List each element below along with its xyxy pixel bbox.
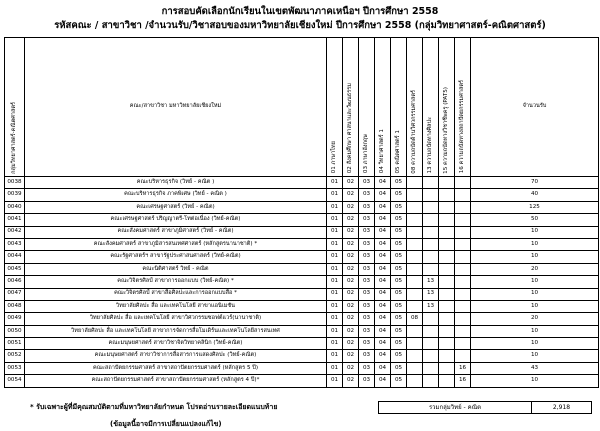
table-row	[5, 338, 599, 350]
subject-cell	[439, 238, 455, 250]
subject-cell: 05	[391, 313, 407, 325]
faculty-code: 0049	[5, 313, 25, 325]
faculty-code: 0045	[5, 263, 25, 275]
subject-cell	[407, 238, 423, 250]
subject-cell	[407, 263, 423, 275]
faculty-name: คณะวิจิตรศิลป์ สาขาการออกแบบ (วิทย์-คณิต) *	[25, 276, 327, 288]
subject-cell: 13	[423, 300, 439, 312]
subject-cell	[455, 263, 471, 275]
table-row	[5, 226, 599, 238]
table-row	[5, 276, 599, 288]
subject-cell: 05	[391, 263, 407, 275]
subject-cell: 01	[327, 288, 343, 300]
total-header: จำนวนรับ	[471, 38, 599, 177]
subject-header: 05 คณิตศาสตร์ 1	[391, 38, 407, 177]
subject-cell: 04	[375, 300, 391, 312]
subject-cell: 02	[343, 263, 359, 275]
subject-cell: 04	[375, 263, 391, 275]
subject-cell	[423, 214, 439, 226]
subject-cell	[407, 189, 423, 201]
subject-cell	[455, 177, 471, 189]
subject-cell: 02	[343, 276, 359, 288]
footer-note-change: (ข้อมูลนี้อาจมีการเปลี่ยนแปลงแก้ไข)	[110, 420, 222, 428]
subject-header: 03 ภาษาอังกฤษ	[359, 38, 375, 177]
subject-cell: 04	[375, 189, 391, 201]
subject-cell: 03	[359, 263, 375, 275]
subject-cell	[439, 251, 455, 263]
faculty-code: 0041	[5, 214, 25, 226]
faculty-code: 0039	[5, 189, 25, 201]
subject-cell: 02	[343, 362, 359, 374]
table-row	[5, 238, 599, 250]
faculty-name: คณะสังคมศาสตร์ สาขาภูมิศาสตร์ (วิทย์ - คณิต)	[25, 226, 327, 238]
subject-cell: 04	[375, 313, 391, 325]
subject-cell	[439, 325, 455, 337]
page-title: การสอบคัดเลือกนักเรียนในเขตพัฒนาภาคเหนือฯ ปีการศึกษา 2558	[161, 6, 439, 17]
quota-cell: 10	[471, 300, 599, 312]
faculty-name: วิทยาลัยศิลปะ สื่อ และเทคโนโลยี สาขาวิศวกรรมซอฟต์แวร์(นานาชาติ)	[25, 313, 327, 325]
subject-cell	[439, 201, 455, 213]
subject-cell: 05	[391, 375, 407, 387]
subject-cell: 03	[359, 201, 375, 213]
subject-cell: 01	[327, 214, 343, 226]
subject-header: 16 ความถนัดทางสถาปัตยกรรมศาสตร์	[455, 38, 471, 177]
table-row	[5, 325, 599, 337]
subject-cell	[423, 226, 439, 238]
subject-cell	[407, 362, 423, 374]
table-row	[5, 300, 599, 312]
subject-cell	[407, 177, 423, 189]
subject-cell: 02	[343, 350, 359, 362]
subject-cell: 04	[375, 375, 391, 387]
group-header: กลุ่มวิทยาศาสตร์-คณิตศาสตร์	[5, 38, 25, 177]
subject-cell	[407, 276, 423, 288]
subject-cell: 03	[359, 338, 375, 350]
subject-cell: 05	[391, 201, 407, 213]
subject-cell	[423, 313, 439, 325]
table-row	[5, 177, 599, 189]
quota-cell: 10	[471, 288, 599, 300]
subject-cell	[407, 300, 423, 312]
sum-value: 2,918	[552, 404, 571, 411]
subject-cell: 03	[359, 300, 375, 312]
subject-cell	[407, 226, 423, 238]
subject-cell: 05	[391, 177, 407, 189]
faculty-code: 0052	[5, 350, 25, 362]
subject-header: 04 วิทยาศาสตร์ 1	[375, 38, 391, 177]
subject-cell: 04	[375, 177, 391, 189]
subject-header: 08 ความถนัดด้านวิศวกรรมศาสตร์	[407, 38, 423, 177]
faculty-name: คณะนิติศาสตร์ วิทย์ - คณิต	[25, 263, 327, 275]
subject-cell: 03	[359, 325, 375, 337]
subject-cell: 04	[375, 238, 391, 250]
subject-cell: 01	[327, 226, 343, 238]
subject-cell: 02	[343, 226, 359, 238]
subject-cell: 16	[455, 362, 471, 374]
subject-cell: 05	[391, 350, 407, 362]
subject-cell: 16	[455, 375, 471, 387]
subject-cell: 03	[359, 214, 375, 226]
table-header-row	[5, 38, 599, 177]
subject-cell	[407, 325, 423, 337]
subject-cell	[439, 300, 455, 312]
subject-cell: 04	[375, 362, 391, 374]
subject-cell: 02	[343, 238, 359, 250]
subject-cell: 05	[391, 238, 407, 250]
subject-cell: 02	[343, 338, 359, 350]
faculty-code: 0050	[5, 325, 25, 337]
subject-cell: 02	[343, 288, 359, 300]
subject-cell: 05	[391, 325, 407, 337]
faculty-name: วิทยาลัยศิลปะ สื่อ และเทคโนโลยี สาขาการจัดการสื่อโมเดิร์นและเทคโนโลยีสารสนเทศ	[25, 325, 327, 337]
subject-cell: 04	[375, 350, 391, 362]
faculty-code: 0053	[5, 362, 25, 374]
subject-cell: 04	[375, 338, 391, 350]
subject-cell: 01	[327, 189, 343, 201]
subject-header: 02 สังคมศึกษา ศาสนาและวัฒนธรรม	[343, 38, 359, 177]
subject-cell	[407, 251, 423, 263]
subject-cell	[439, 338, 455, 350]
subject-cell	[407, 288, 423, 300]
faculty-code: 0038	[5, 177, 25, 189]
table-row	[5, 362, 599, 374]
faculty-code: 0040	[5, 201, 25, 213]
subject-cell: 03	[359, 251, 375, 263]
quota-cell: 10	[471, 350, 599, 362]
subject-cell: 02	[343, 300, 359, 312]
subject-cell	[439, 214, 455, 226]
subject-cell: 01	[327, 300, 343, 312]
faculty-name: คณะมนุษยศาสตร์ สาขาวิชาจิตวิทยาคลินิก (วิทย์-คณิต)	[25, 338, 327, 350]
subject-cell	[423, 362, 439, 374]
subject-cell	[455, 226, 471, 238]
subject-cell: 05	[391, 226, 407, 238]
subject-cell	[439, 177, 455, 189]
subject-cell: 03	[359, 226, 375, 238]
subject-cell: 02	[343, 214, 359, 226]
subject-cell: 01	[327, 177, 343, 189]
subject-cell: 03	[359, 189, 375, 201]
subject-cell	[407, 350, 423, 362]
quota-cell: 50	[471, 214, 599, 226]
quota-cell: 10	[471, 338, 599, 350]
faculty-name: คณะเศรษฐศาสตร์ (วิทย์ - คณิต)	[25, 201, 327, 213]
subject-cell: 05	[391, 338, 407, 350]
table-row	[5, 214, 599, 226]
footer-note: * รับเฉพาะผู้ที่มีคุณสมบัติตามที่มหาวิทยาลัยกำหนด โปรดอ่านรายละเอียดแนบท้าย	[30, 403, 278, 411]
subject-cell	[423, 325, 439, 337]
subject-cell	[455, 300, 471, 312]
quota-cell: 10	[471, 325, 599, 337]
quota-cell: 10	[471, 226, 599, 238]
subject-cell	[423, 177, 439, 189]
subject-cell: 04	[375, 226, 391, 238]
admission-table	[4, 37, 599, 388]
subject-cell	[455, 338, 471, 350]
subject-cell: 02	[343, 313, 359, 325]
subject-cell: 03	[359, 313, 375, 325]
subject-cell	[439, 276, 455, 288]
subject-cell: 08	[407, 313, 423, 325]
subject-cell	[455, 251, 471, 263]
subject-cell	[439, 189, 455, 201]
subject-cell	[455, 350, 471, 362]
table-row	[5, 251, 599, 263]
subject-cell: 04	[375, 276, 391, 288]
faculty-name: คณะบริหารธุรกิจ (วิทย์ - คณิต )	[25, 177, 327, 189]
faculty-name: คณะบริหารธุรกิจ ภาคพิเศษ (วิทย์ - คณิต )	[25, 189, 327, 201]
subject-cell	[455, 313, 471, 325]
subject-cell	[455, 201, 471, 213]
subject-header: 01 ภาษาไทย	[327, 38, 343, 177]
subject-cell: 03	[359, 276, 375, 288]
subject-cell	[407, 214, 423, 226]
subject-cell	[407, 338, 423, 350]
subject-cell	[423, 238, 439, 250]
subject-cell	[455, 214, 471, 226]
faculty-code: 0042	[5, 226, 25, 238]
subject-cell	[455, 288, 471, 300]
subject-cell: 05	[391, 276, 407, 288]
subject-cell	[423, 189, 439, 201]
subject-cell: 02	[343, 375, 359, 387]
table-row	[5, 288, 599, 300]
quota-cell: 43	[471, 362, 599, 374]
subject-cell: 03	[359, 238, 375, 250]
faculty-name: คณะสถาปัตยกรรมศาสตร์ สาขาสถาปัตยกรรมศาสตร์ (หลักสูตร 5 ปี)	[25, 362, 327, 374]
table-row	[5, 201, 599, 213]
quota-cell: 125	[471, 201, 599, 213]
subject-cell: 01	[327, 375, 343, 387]
sum-label: รวมกลุ่มวิทย์ - คณิต	[428, 404, 482, 411]
subject-header: 13 ความถนัดทางศิลปะ	[423, 38, 439, 177]
subject-cell	[423, 375, 439, 387]
subject-cell: 01	[327, 263, 343, 275]
subject-cell: 03	[359, 177, 375, 189]
subject-cell: 03	[359, 288, 375, 300]
table-row	[5, 263, 599, 275]
subject-cell: 01	[327, 238, 343, 250]
table-row	[5, 350, 599, 362]
sum-box	[378, 401, 592, 414]
subject-cell: 02	[343, 201, 359, 213]
faculty-name: คณะวิจิตรศิลป์ สาขาสื่อศิลปะและการออกแบบสื่อ *	[25, 288, 327, 300]
quota-cell: 40	[471, 189, 599, 201]
subject-cell: 05	[391, 189, 407, 201]
subject-cell	[439, 288, 455, 300]
subject-cell: 01	[327, 325, 343, 337]
subject-cell	[423, 350, 439, 362]
faculty-name: คณะมนุษยศาสตร์ สาขาวิชาการสื่อสารการแสดงศิลปะ (วิทย์-คณิต)	[25, 350, 327, 362]
subject-cell: 01	[327, 276, 343, 288]
faculty-name: คณะเศรษฐศาสตร์ ปริญญาตรี-โทต่อเนื่อง (วิทย์-คณิต)	[25, 214, 327, 226]
quota-cell: 10	[471, 375, 599, 387]
subject-cell	[439, 313, 455, 325]
quota-cell: 10	[471, 276, 599, 288]
name-header: คณะ/สาขาวิชา มหาวิทยาลัยเชียงใหม่	[25, 38, 327, 177]
subject-cell: 04	[375, 325, 391, 337]
subject-cell	[439, 375, 455, 387]
faculty-name: คณะสถาปัตยกรรมศาสตร์ สาขาสถาปัตยกรรมศาสตร์ (หลักสูตร 4 ปี)*	[25, 375, 327, 387]
subject-cell: 02	[343, 325, 359, 337]
subject-cell: 05	[391, 251, 407, 263]
subject-cell	[423, 263, 439, 275]
table-body	[5, 177, 599, 388]
subject-cell	[455, 276, 471, 288]
table-row	[5, 375, 599, 387]
subject-cell: 03	[359, 362, 375, 374]
subject-cell: 04	[375, 201, 391, 213]
subject-cell: 01	[327, 350, 343, 362]
faculty-code: 0048	[5, 300, 25, 312]
faculty-code: 0044	[5, 251, 25, 263]
page-subtitle: รหัสคณะ / สาขาวิชา /จำนวนรับ/วิชาสอบของมหาวิทยาลัยเชียงใหม่ ปีการศึกษา 2558 (กลุ่มวิทยาศาสตร์-คณิตศาสตร์)	[54, 20, 546, 31]
quota-cell: 10	[471, 251, 599, 263]
subject-cell	[423, 201, 439, 213]
faculty-code: 0043	[5, 238, 25, 250]
faculty-code: 0047	[5, 288, 25, 300]
table-row	[5, 189, 599, 201]
subject-cell: 04	[375, 251, 391, 263]
subject-cell: 05	[391, 362, 407, 374]
subject-cell: 01	[327, 362, 343, 374]
subject-cell: 13	[423, 288, 439, 300]
subject-cell	[439, 263, 455, 275]
subject-cell	[407, 375, 423, 387]
subject-cell	[455, 189, 471, 201]
subject-cell: 03	[359, 375, 375, 387]
subject-cell	[455, 325, 471, 337]
subject-cell	[439, 362, 455, 374]
subject-cell	[407, 201, 423, 213]
subject-cell: 01	[327, 313, 343, 325]
quota-cell: 20	[471, 313, 599, 325]
faculty-code: 0046	[5, 276, 25, 288]
subject-header: 15 ความถนัดทางวิชาชีพครู (PAT5)	[439, 38, 455, 177]
subject-cell: 05	[391, 214, 407, 226]
subject-cell: 02	[343, 177, 359, 189]
subject-cell: 01	[327, 251, 343, 263]
subject-cell: 05	[391, 300, 407, 312]
subject-cell	[439, 226, 455, 238]
subject-cell: 04	[375, 214, 391, 226]
subject-cell: 02	[343, 189, 359, 201]
subject-cell	[423, 338, 439, 350]
subject-cell: 04	[375, 288, 391, 300]
subject-cell: 13	[423, 276, 439, 288]
table-row	[5, 313, 599, 325]
subject-cell: 03	[359, 350, 375, 362]
faculty-name: คณะสังคมศาสตร์ สาขาภูมิสารสนเทศศาสตร์ (หลักสูตรนานาชาติ) *	[25, 238, 327, 250]
subject-cell	[423, 251, 439, 263]
subject-cell: 01	[327, 338, 343, 350]
faculty-name: คณะรัฐศาสตร์ฯ สาขารัฐประศาสนศาสตร์ (วิทย์-คณิต)	[25, 251, 327, 263]
subject-cell: 01	[327, 201, 343, 213]
subject-cell: 05	[391, 288, 407, 300]
faculty-code: 0051	[5, 338, 25, 350]
faculty-code: 0054	[5, 375, 25, 387]
subject-cell	[439, 350, 455, 362]
subject-cell	[455, 238, 471, 250]
quota-cell: 10	[471, 238, 599, 250]
faculty-name: วิทยาลัยศิลปะ สื่อ และเทคโนโลยี สาขาแอนิเมชัน	[25, 300, 327, 312]
quota-cell: 20	[471, 263, 599, 275]
quota-cell: 70	[471, 177, 599, 189]
subject-cell: 02	[343, 251, 359, 263]
